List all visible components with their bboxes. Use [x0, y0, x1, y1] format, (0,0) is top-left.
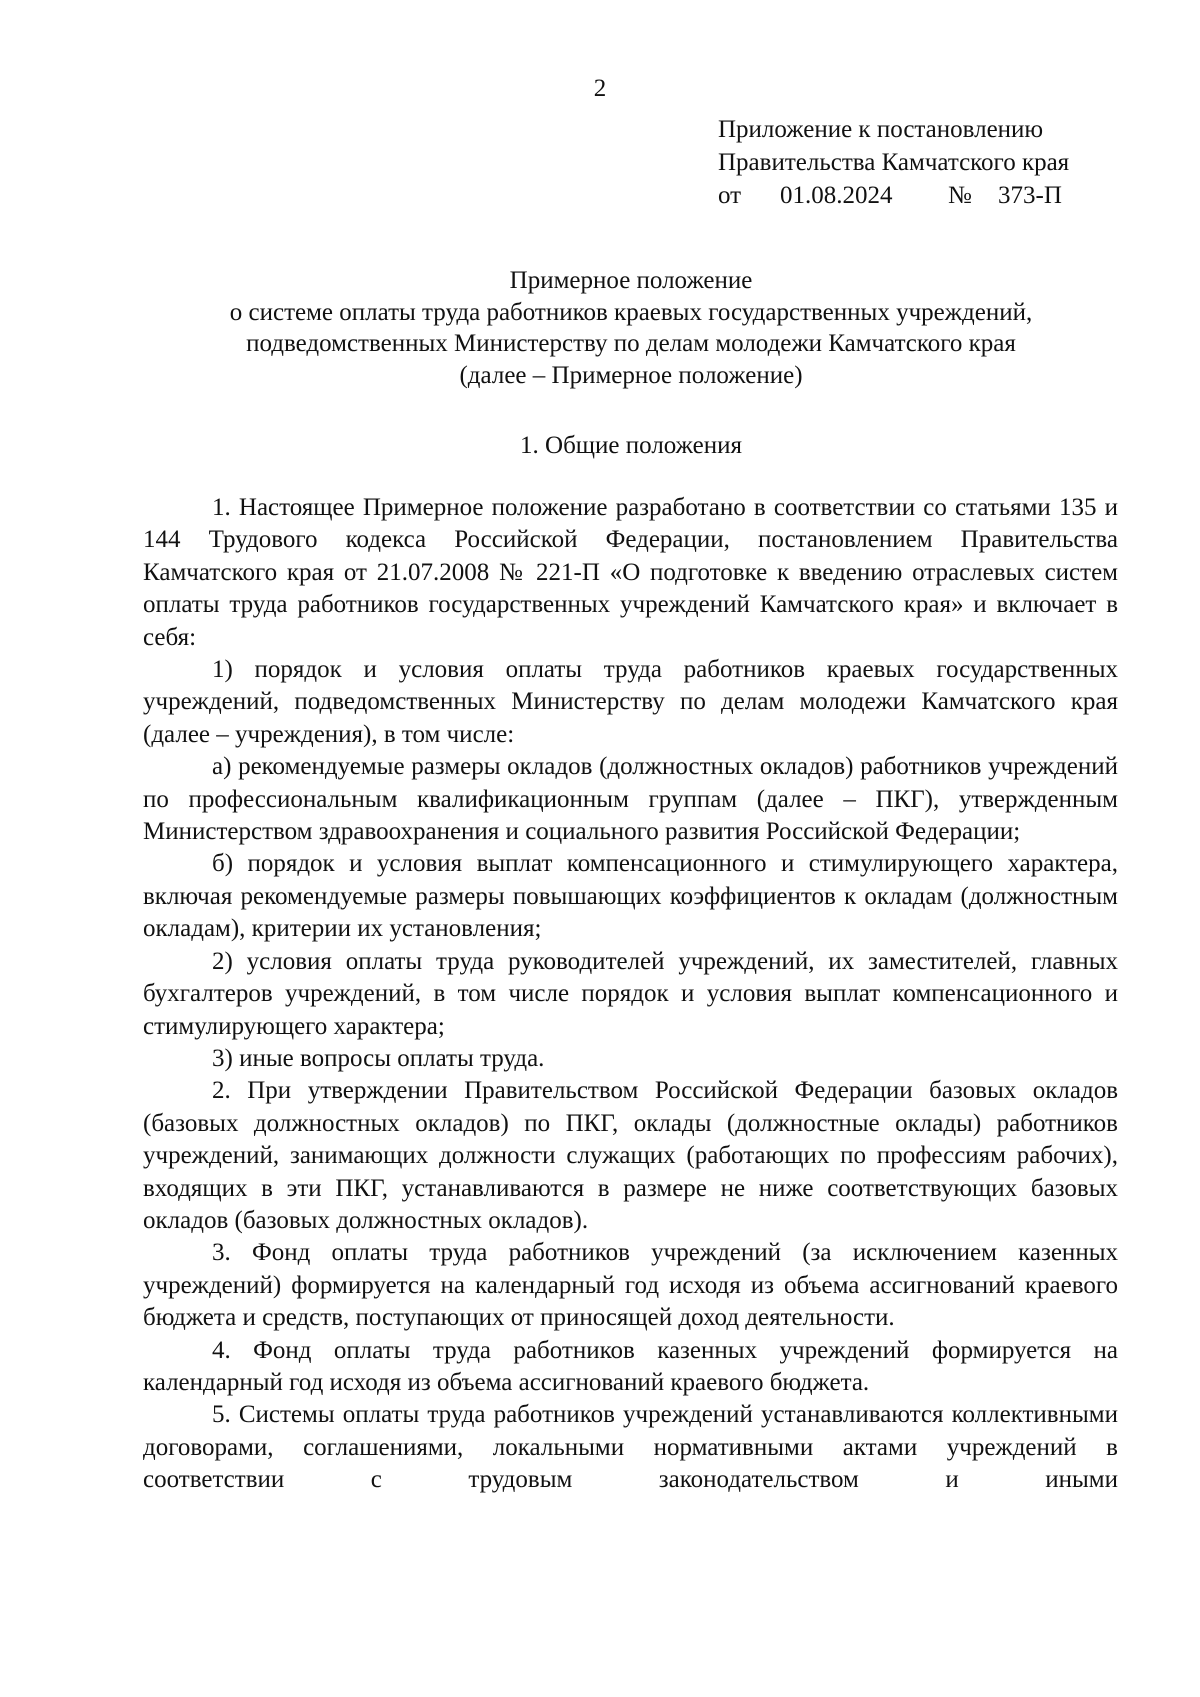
paragraph-1-1: 1) порядок и условия оплаты труда работников краевых государственных учреждений, подведомственных Министерству по делам молодежи Камчатского края (далее – учреждения), в том числе:: [143, 656, 1118, 748]
paragraph-2: 2. При утверждении Правительством Российской Федерации базовых окладов (базовых должностных окладов) по ПКГ, оклады (должностные оклады) работников учреждений, занимающих должности служащих (работающих по профессиям рабочих), входящих в эти ПКГ, устанавливаются в размере не ниже соответствующих базовых окладов (базовых должностных окладов).: [143, 1077, 1118, 1234]
paragraph-1-1-a: а) рекомендуемые размеры окладов (должностных окладов) работников учреждений по профессиональным квалификационным группам (далее – ПКГ), утвержденным Министерством здравоохранения и социального развития Российской Федерации;: [143, 753, 1118, 846]
paragraph-1-3: 3) иные вопросы оплаты труда.: [212, 1044, 545, 1072]
title-line-3: подведомственных Министерству по делам молодежи Камчатского края: [246, 330, 1016, 357]
paragraph-4: 4. Фонд оплаты труда работников казенных учреждений формируется на календарный год исходя из объема ассигнований краевого бюджета.: [143, 1336, 1118, 1396]
paragraph-5: 5. Системы оплаты труда работников учреждений устанавливаются коллективными договорами, соглашениями, локальными нормативными актами учреждений в соответствии с трудовым законодательством и иными: [143, 1401, 1118, 1494]
paragraph-3: 3. Фонд оплаты труда работников учреждений (за исключением казенных учреждений) формируется на календарный год исходя из объема ассигнований краевого бюджета и средств, поступающих от приносящей доход деятельности.: [143, 1239, 1118, 1332]
section-heading: 1. Общие положения: [520, 432, 742, 459]
title-line-2: о системе оплаты труда работников краевых государственных учреждений,: [229, 298, 1033, 326]
document-body: [143, 492, 1118, 1497]
appendix-header: [718, 113, 1069, 212]
appendix-number-sign: №: [948, 182, 972, 209]
paragraph-1-2: 2) условия оплаты труда руководителей учреждений, их заместителей, главных бухгалтеров учреждений, в том числе порядок и условия выплат компенсационного и стимулирующего характера;: [143, 947, 1118, 1040]
appendix-from-label: от: [718, 182, 742, 209]
title-line-1: Примерное положение: [509, 267, 753, 294]
paragraph-1-1-b: б) порядок и условия выплат компенсационного и стимулирующего характера, включая рекомендуемые размеры повышающих коэффициентов к окладам (должностным окладам), критерии их установления;: [143, 850, 1118, 943]
page-number: 2: [593, 75, 607, 102]
appendix-line-1: Приложение к постановлению: [718, 116, 1044, 143]
appendix-date-line: [718, 179, 1069, 212]
title-line-4: (далее – Примерное положение): [459, 361, 803, 389]
appendix-line-2: Правительства Камчатского края: [718, 149, 1070, 176]
document-title: [0, 265, 1200, 391]
appendix-number: 373-П: [998, 182, 1062, 209]
appendix-date: 01.08.2024: [780, 182, 893, 209]
paragraph-1: 1. Настоящее Примерное положение разработано в соответствии со статьями 135 и 144 Трудового кодекса Российской Федерации, постановлением Правительства Камчатского края от 21.07.2008 № 221-П «О подготовке к введению отраслевых систем оплаты труда работников государственных учреждений Камчатского края» и включает в себя:: [143, 494, 1118, 651]
